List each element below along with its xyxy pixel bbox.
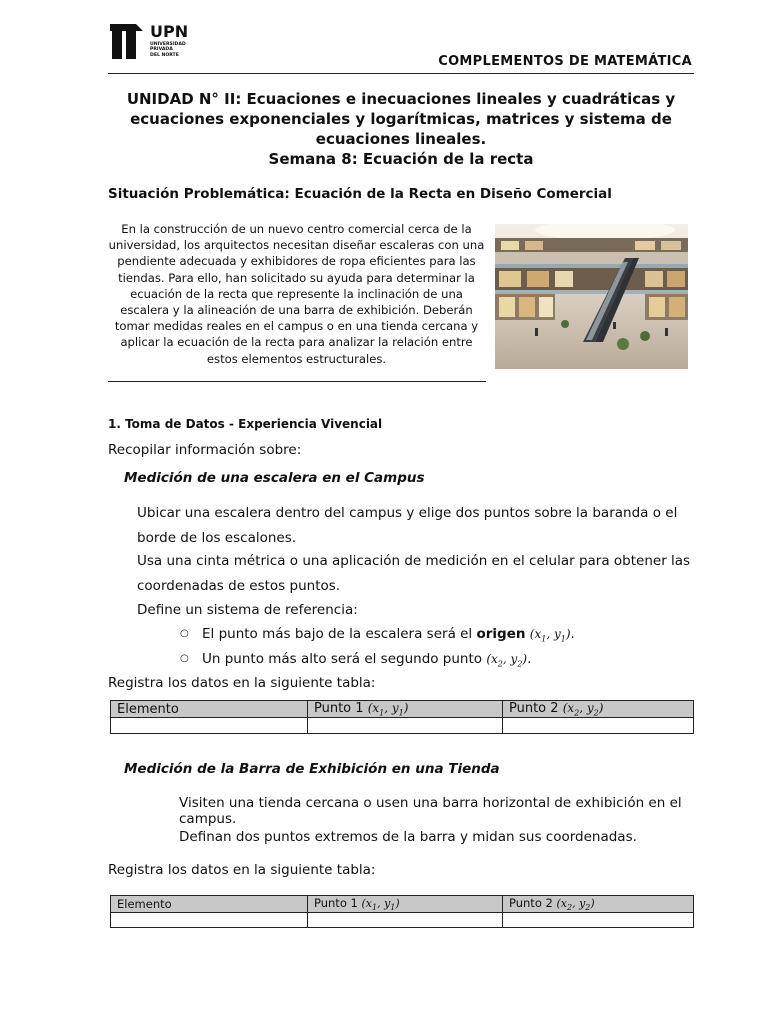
bullet-second-point: ○ Un punto más alto será el segundo punto ($x_2$, $y_2$). <box>180 651 532 669</box>
table-cell[interactable] <box>308 913 503 928</box>
table-header-row <box>111 896 694 913</box>
table-header-row <box>111 701 694 718</box>
stairs-paragraph-3: Define un sistema de referencia: <box>137 602 358 618</box>
course-name: COMPLEMENTOS DE MATEMÁTICA <box>438 54 692 69</box>
collect-label: Recopilar información sobre: <box>108 442 302 458</box>
table-header-point1: Punto 1 ($x_1$, $y_1$) <box>308 896 503 913</box>
mall-image <box>495 224 688 369</box>
stairs-title: Medición de una escalera en el Campus <box>124 470 425 486</box>
situation-title: Situación Problemática: Ecuación de la Recta en Diseño Comercial <box>108 186 612 202</box>
bar-data-table <box>110 895 694 928</box>
stairs-paragraph-1: Ubicar una escalera dentro del campus y elige dos puntos sobre la baranda o el borde de los escalones. <box>137 505 678 546</box>
stairs-data-table <box>110 700 694 734</box>
table-header-element: Elemento <box>111 701 308 718</box>
stairs-paragraph-2: Usa una cinta métrica o una aplicación de medición en el celular para obtener las coordenadas de estos puntos. <box>137 553 691 594</box>
logo-brand: UPN <box>150 22 189 41</box>
week-title: Semana 8: Ecuación de la recta <box>268 150 534 168</box>
table-header-point1: Punto 1 ($x_1$, $y_1$) <box>308 701 503 718</box>
bar-paragraph-1: Visiten una tienda cercana o usen una barra horizontal de exhibición en el campus. <box>179 795 682 827</box>
upn-logo <box>108 20 198 64</box>
table-header-point2: Punto 2 ($x_2$, $y_2$) <box>503 896 694 913</box>
table-cell[interactable] <box>503 718 694 734</box>
upn-logo-icon <box>108 20 148 60</box>
header-divider <box>108 73 694 74</box>
mall-illustration <box>495 224 688 369</box>
table-header-element: Elemento <box>111 896 308 913</box>
register-label-1: Registra los datos en la siguiente tabla: <box>108 675 376 691</box>
table-cell[interactable] <box>111 718 308 734</box>
bar-title: Medición de la Barra de Exhibición en una Tienda <box>124 761 500 777</box>
bullet-origin: ○ El punto más bajo de la escalera será el origen ($x_1$, $y_1$). <box>180 626 575 644</box>
table-header-point2: Punto 2 ($x_2$, $y_2$) <box>503 701 694 718</box>
unit-title: UNIDAD N° II: Ecuaciones e inecuaciones lineales y cuadráticas y ecuaciones exponenciales y logarítmicas, matrices y sistema de ecuaciones lineales. <box>126 90 676 148</box>
bar-paragraph-2: Definan dos puntos extremos de la barra y midan sus coordenadas. <box>179 829 637 845</box>
table-cell[interactable] <box>308 718 503 734</box>
register-label-2: Registra los datos en la siguiente tabla: <box>108 862 376 878</box>
table-row <box>111 718 694 734</box>
table-cell[interactable] <box>111 913 308 928</box>
table-row <box>111 913 694 928</box>
intro-paragraph: En la construcción de un nuevo centro comercial cerca de la universidad, los arquitectos necesitan diseñar escaleras con una pendiente adecuada y exhibidores de ropa eficientes para las tiendas. Para ello, han solicitado su ayuda para determinar la ecuación de la recta que represente la inclinación de una escalera y la alineación de una barra de exhibición. Deberán tomar medidas reales en el campus o en una tienda cercana y aplicar la ecuación de la recta para analizar la relación entre estos elementos estructurales. <box>108 222 485 366</box>
logo-subtitle: UNIVERSIDAD PRIVADA DEL NORTE <box>150 42 186 58</box>
table-cell[interactable] <box>503 913 694 928</box>
intro-divider <box>108 381 486 382</box>
section-1-title: 1. Toma de Datos - Experiencia Vivencial <box>108 417 383 431</box>
bullet-marker-icon: ○ <box>180 653 189 664</box>
bullet-marker-icon: ○ <box>180 628 189 639</box>
